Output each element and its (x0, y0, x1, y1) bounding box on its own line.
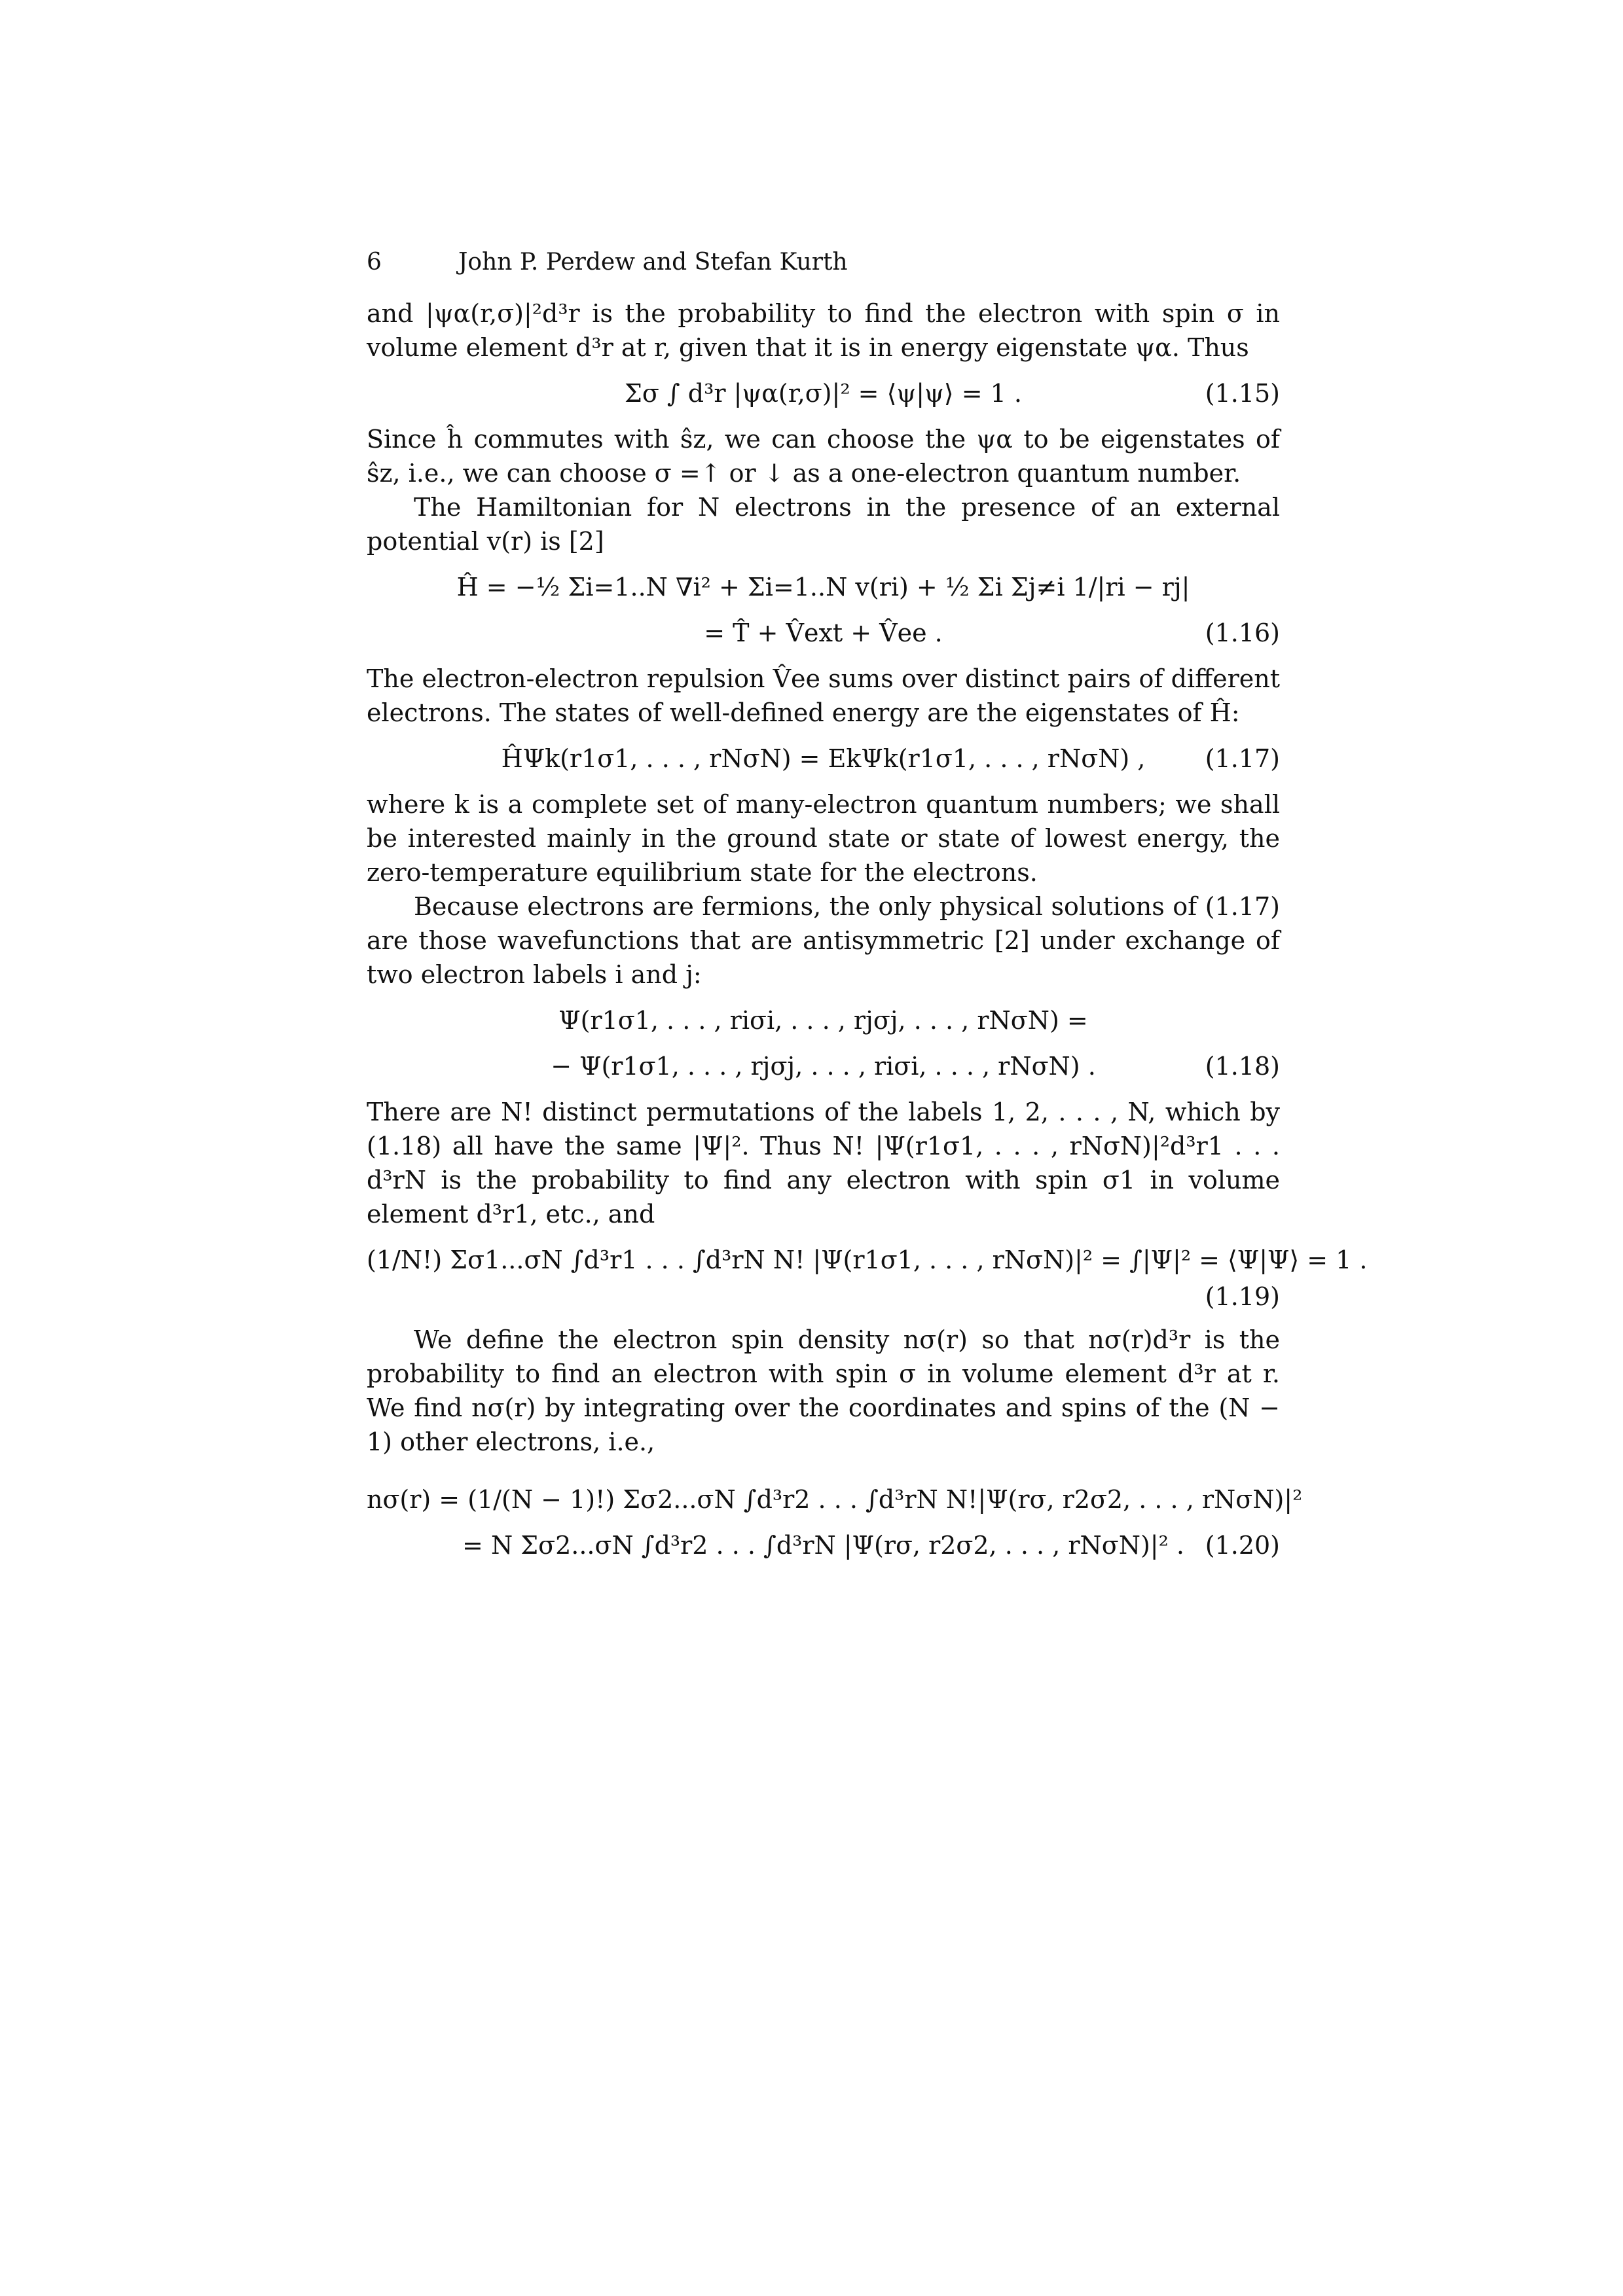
equation-1-16-line-2 (367, 616, 1280, 650)
equation-1-16-line-1-math: Ĥ = −½ Σi=1..N ∇i² + Σi=1..N v(ri) + ½ Σi Σj≠i 1/|ri − rj| (456, 573, 1190, 601)
paragraph-5: where k is a complete set of many-electron quantum numbers; we shall be interested mainly in the ground state or state of lowest energy, the zero-temperature equilibrium state for the electrons. (367, 790, 1280, 887)
paragraph-7: There are N! distinct permutations of the labels 1, 2, . . . , N, which by (1.18) all have the same |Ψ|². Thus N! |Ψ(r1σ1, . . . , rNσN)|²d³r1 . . . d³rN is the probability to find any electron with spin σ1 in volume element d³r1, etc., and (367, 1098, 1280, 1229)
equation-number: (1.20) (1205, 1531, 1280, 1560)
equation-1-16-line-2-math: = T̂ + V̂ext + V̂ee . (704, 619, 943, 647)
equation-number: (1.17) (1205, 744, 1280, 773)
equation-number: (1.19) (1205, 1282, 1280, 1311)
equation-1-16-line-1 (367, 570, 1280, 604)
equation-1-18-line-2 (367, 1049, 1280, 1083)
equation-1-18-line-1 (367, 1003, 1280, 1037)
paragraph-8: We define the electron spin density nσ(r) so that nσ(r)d³r is the probability to find an electron with spin σ in volume element d³r at r. We find nσ(r) by integrating over the coordinates and spins of the (N − 1) other electrons, i.e., (367, 1325, 1280, 1456)
equation-1-17-math: ĤΨk(r1σ1, . . . , rNσN) = EkΨk(r1σ1, . . . , rNσN) , (501, 744, 1146, 773)
page-body (367, 245, 1368, 1574)
paragraph-6: Because electrons are fermions, the only physical solutions of (1.17) are those wavefunctions that are antisymmetric [2] under exchange of two electron labels i and j: (367, 892, 1280, 989)
page-number: 6 (367, 249, 382, 276)
equation-1-19-math: (1/N!) Σσ1...σN ∫d³r1 . . . ∫d³rN N! |Ψ(r1σ1, . . . , rNσN)|² = ∫|Ψ|² = ⟨Ψ|Ψ⟩ = 1 . (367, 1246, 1368, 1274)
paragraph-3: The Hamiltonian for N electrons in the presence of an external potential v(r) is [2] (367, 493, 1280, 556)
equation-number: (1.18) (1205, 1052, 1280, 1081)
equation-1-20-line-2 (367, 1528, 1280, 1562)
running-head (367, 245, 1280, 285)
equation-1-20-line-2-math: = N Σσ2...σN ∫d³r2 . . . ∫d³rN |Ψ(rσ, r2σ2, . . . , rNσN)|² . (462, 1531, 1184, 1560)
paragraph-1: and |ψα(r,σ)|²d³r is the probability to find the electron with spin σ in volume element d³r at r, given that it is in energy eigenstate ψα. Thus (367, 299, 1280, 362)
equation-1-20-line-1 (367, 1482, 1303, 1516)
equation-1-20-line-1-math: nσ(r) = (1/(N − 1)!) Σσ2...σN ∫d³r2 . . . ∫d³rN N!|Ψ(rσ, r2σ2, . . . , rNσN)|² (367, 1485, 1303, 1514)
equation-number: (1.15) (1205, 379, 1280, 408)
paragraph-4: The electron-electron repulsion V̂ee sums over distinct pairs of different electrons. The states of well-defined energy are the eigenstates of Ĥ: (367, 664, 1280, 727)
equation-1-19 (367, 1243, 1368, 1311)
equation-number: (1.16) (1205, 619, 1280, 647)
equation-1-15 (367, 376, 1280, 410)
running-title: John P. Perdew and Stefan Kurth (458, 249, 848, 276)
equation-1-17 (367, 742, 1280, 776)
equation-1-15-math: Σσ ∫ d³r |ψα(r,σ)|² = ⟨ψ|ψ⟩ = 1 . (625, 379, 1022, 408)
paragraph-2: Since ĥ commutes with ŝz, we can choose the ψα to be eigenstates of ŝz, i.e., we can choose σ =↑ or ↓ as a one-electron quantum number. (367, 425, 1280, 488)
equation-1-18-line-1-math: Ψ(r1σ1, . . . , riσi, . . . , rjσj, . . . , rNσN) = (558, 1006, 1088, 1035)
equation-1-18-line-2-math: − Ψ(r1σ1, . . . , rjσj, . . . , riσi, . . . , rNσN) . (551, 1052, 1096, 1081)
